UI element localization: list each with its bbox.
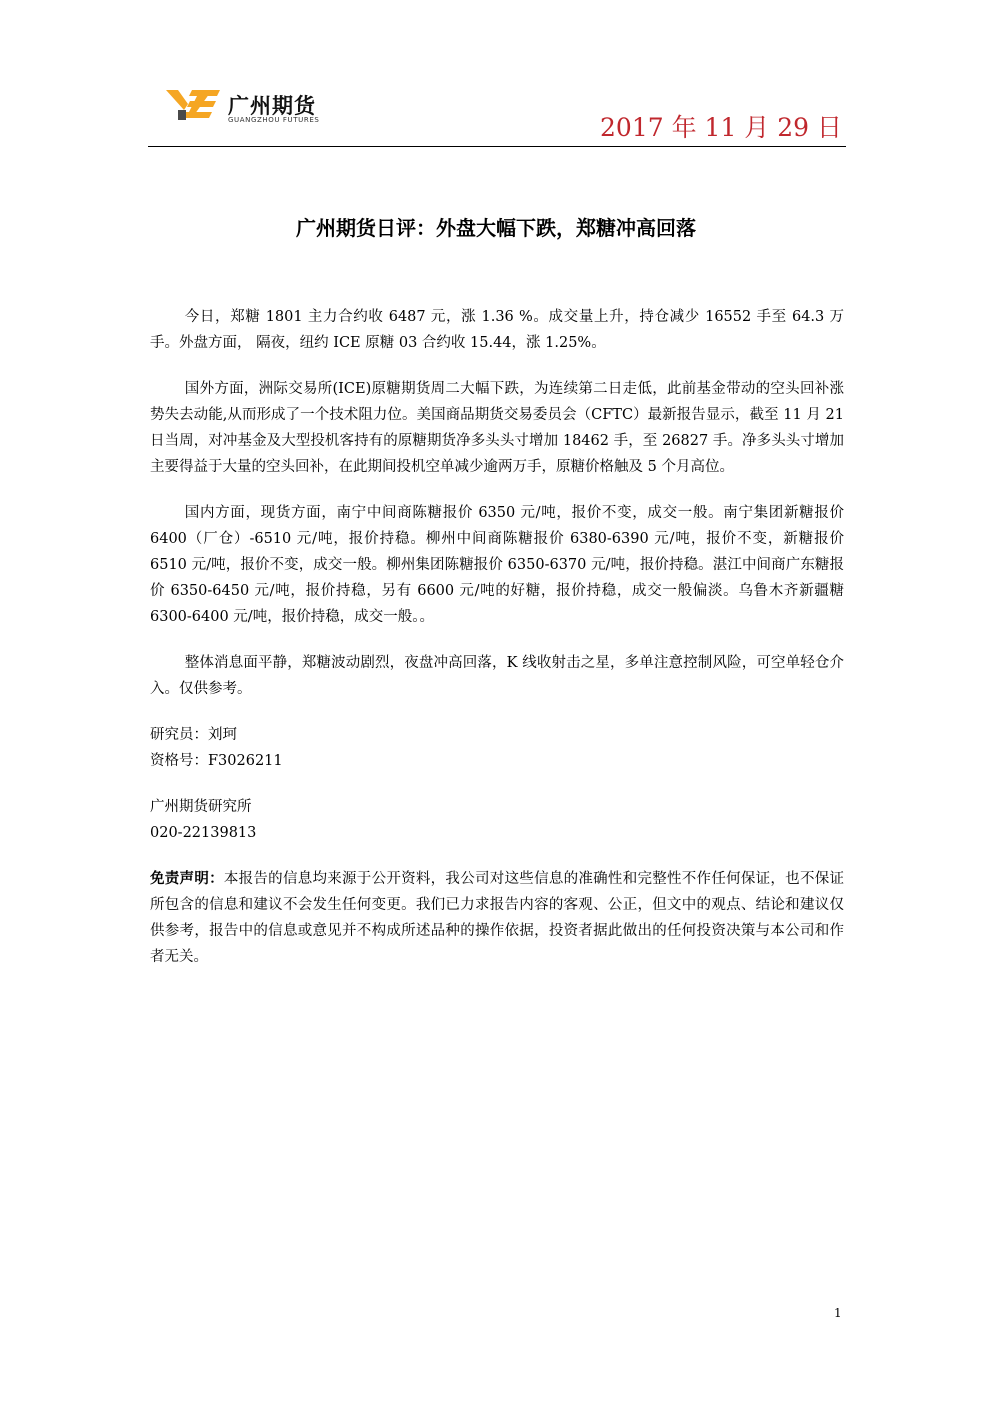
report-body — [150, 304, 844, 970]
report-date: 2017 年 11 月 29 日 — [600, 113, 842, 142]
logo-text-cn: 广州期货 — [228, 94, 316, 118]
page-header — [148, 84, 846, 148]
header-divider — [148, 146, 846, 147]
page-number: 1 — [834, 1306, 842, 1320]
report-title: 广州期货日评：外盘大幅下跌，郑糖冲高回落 — [296, 216, 696, 240]
disclaimer-text: 本报告的信息均来源于公开资料，我公司对这些信息的准确性和完整性不作任何保证，也不保证所包含的信息和建议不会发生任何变更。我们已力求报告内容的客观、公正，但文中的观点、结论和建议仅供参考，报告中的信息或意见并不构成所述品种的操作依据，投资者据此做出的任何投资决策与本公司和作者无关。 — [150, 871, 844, 965]
analyst-info — [150, 722, 844, 774]
institute-phone: 020-22139813 — [150, 825, 257, 841]
paragraph-market-summary: 今日，郑糖 1801 主力合约收 6487 元，涨 1.36 %。成交量上升，持仓减少 16552 手至 64.3 万手。外盘方面， 隔夜，纽约 ICE 原糖 03 合约收 15.44，涨 1.25%。 — [150, 309, 844, 351]
company-logo-icon — [166, 88, 222, 124]
disclaimer-label: 免责声明： — [150, 870, 224, 887]
analyst-license: 资格号：F3026211 — [150, 753, 283, 769]
paragraph-outlook: 整体消息面平静，郑糖波动剧烈，夜盘冲高回落，K 线收射击之星，多单注意控制风险，可空单轻仓介入。仅供参考。 — [150, 655, 844, 697]
institute-info — [150, 794, 844, 846]
analyst-name: 研究员：刘珂 — [150, 727, 237, 743]
paragraph-domestic: 国内方面，现货方面，南宁中间商陈糖报价 6350 元/吨，报价不变，成交一般。南宁集团新糖报价 6400（厂仓）-6510 元/吨，报价持稳。柳州中间商陈糖报价 6380-6390 元/吨，报价不变，新糖报价 6510 元/吨，报价不变，成交一般。柳州集团陈糖报价 6350-6370 元/吨，报价持稳。湛江中间商广东糖报价 6350-6450 元/吨，报价持稳，另有 6600 元/吨的好糖，报价持稳，成交一般偏淡。乌鲁木齐新疆糖 6300-6400 元/吨，报价持稳，成交一般。。 — [150, 505, 844, 625]
company-logo — [166, 84, 356, 132]
institute-name: 广州期货研究所 — [150, 799, 252, 815]
paragraph-overseas: 国外方面，洲际交易所(ICE)原糖期货周二大幅下跌，为连续第二日走低，此前基金带动的空头回补涨势失去动能,从而形成了一个技术阻力位。美国商品期货交易委员会（CFTC）最新报告显示，截至 11 月 21 日当周，对冲基金及大型投机客持有的原糖期货净多头头寸增加 18462 手，至 26827 手。净多头头寸增加主要得益于大量的空头回补，在此期间投机空单减少逾两万手，原糖价格触及 5 个月高位。 — [150, 381, 844, 475]
logo-text-en: GUANGZHOU FUTURES — [228, 116, 320, 124]
disclaimer — [150, 866, 844, 970]
